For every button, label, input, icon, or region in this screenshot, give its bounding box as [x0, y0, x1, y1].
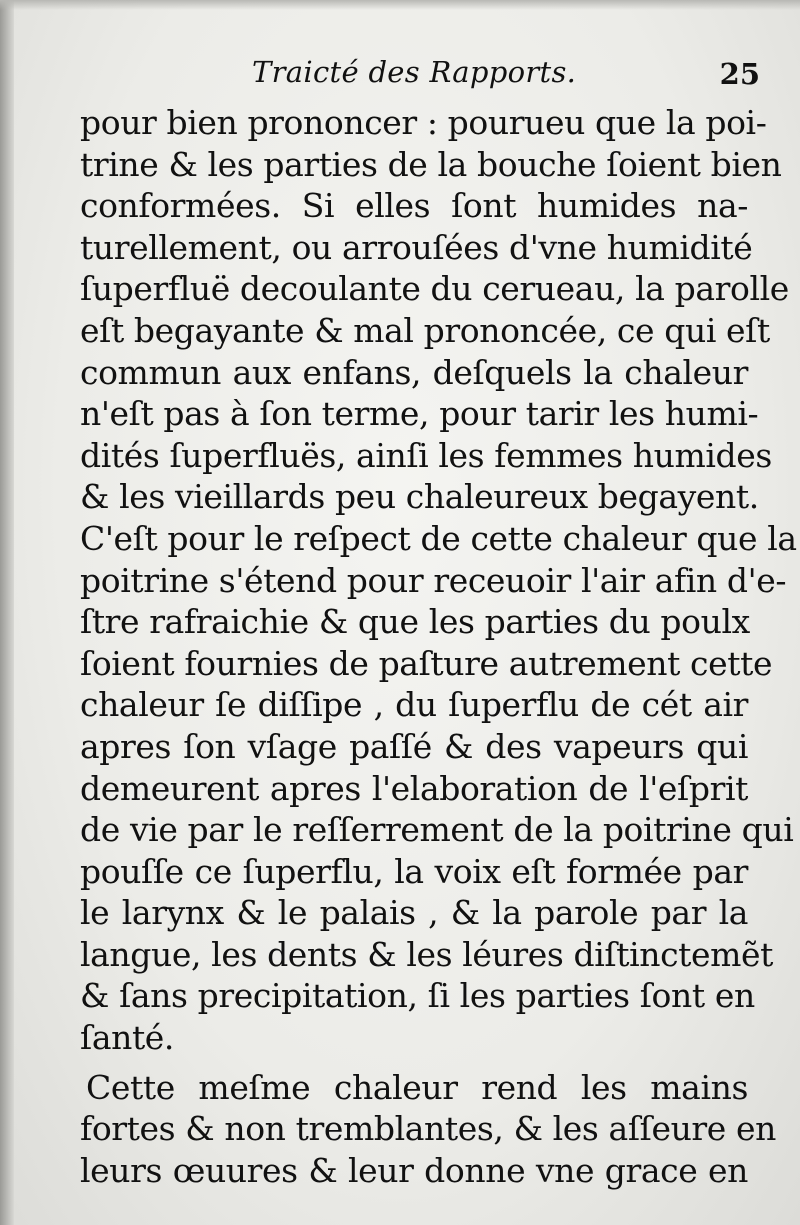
text-line: de vie par le reſſerrement de la poitrine qui — [80, 810, 794, 850]
text-line: turellement, ou arrouſées d'vne humidité — [80, 227, 753, 267]
page-number: 25 — [719, 57, 760, 91]
paragraph-break — [80, 1059, 748, 1067]
text-line: & ſans precipitation, ſi les parties ſont en — [80, 976, 755, 1016]
page-gutter-shadow — [0, 0, 14, 1225]
text-line: poitrine s'étend pour receuoir l'air afin d'e- — [80, 560, 787, 600]
text-line: ſoient fournies de paſture autrement cette — [80, 643, 773, 683]
text-line: langue, les dents & les léures diſtinctemẽt — [80, 934, 774, 974]
text-line: commun aux enfans, deſquels la chaleur — [80, 352, 748, 392]
text-line: ſuperfluë decoulante du cerueau, la parolle — [80, 269, 789, 309]
text-line: eſt begayante & mal prononcée, ce qui eſt — [80, 310, 770, 350]
text-line: le larynx & le palais , & la parole par la — [80, 893, 748, 933]
text-line: apres ſon vſage paſſé & des vapeurs qui — [80, 726, 748, 766]
text-line: chaleur ſe diſſipe , du ſuperflu de cét air — [80, 685, 748, 725]
page-top-shadow — [0, 0, 800, 10]
text-line: Cette meſme chaleur rend les mains — [86, 1067, 748, 1107]
text-line: fortes & non tremblantes, & les aſſeure en — [80, 1109, 777, 1149]
text-line: ſanté. — [80, 1018, 175, 1058]
running-header — [80, 55, 760, 99]
text-line: n'eſt pas à ſon terme, pour tarir les humi- — [80, 394, 759, 434]
text-line: leurs œuures & leur donne vne grace en — [80, 1150, 748, 1190]
body-text — [80, 102, 797, 1191]
text-line: trine & les parties de la bouche ſoient bien — [80, 144, 782, 184]
text-line: dités ſuperfluës, ainſi les femmes humides — [80, 435, 772, 475]
text-line: ſtre rafraichie & que les parties du poulx — [80, 602, 750, 642]
running-title: Traicté des Rapports. — [252, 55, 577, 89]
text-line: C'eſt pour le reſpect de cette chaleur que la — [80, 518, 797, 558]
text-line: pouſſe ce ſuperflu, la voix eſt formée par — [80, 851, 748, 891]
text-line: conformées. Si elles ſont humides na- — [80, 186, 748, 226]
text-line: demeurent apres l'elaboration de l'eſprit — [80, 768, 748, 808]
text-line: & les vieillards peu chaleureux begayent. — [80, 477, 759, 517]
text-line: pour bien prononcer : pouruеu que la poi- — [80, 103, 767, 142]
